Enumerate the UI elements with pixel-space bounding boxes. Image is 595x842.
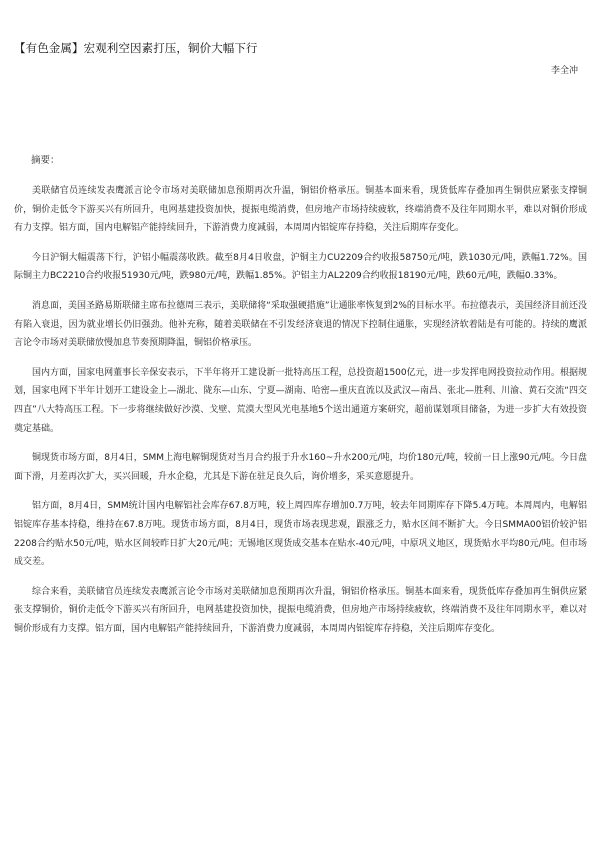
abstract-label: 摘要： bbox=[31, 155, 60, 166]
document-body bbox=[14, 182, 587, 649]
paragraph-copper-spot: 铜现货市场方面，8月4日，SMM上海电解铜现货对当月合约报于升水160~升水200元/吨，均价180元/吨，较前一日上涨90元/吨。今日盘面下滑，月差再次扩大，买兴回暖，升水企稳，尤其是下游在驻足良久后，询价增多，采买意愿提升。 bbox=[14, 453, 587, 482]
paragraph-conclusion: 综合来看，美联储官员连续发表鹰派言论令市场对美联储加息预期再次升温，铜铝价格承压。铜基本面来看，现货低库存叠加再生铜供应紧张支撑铜价，铜价走低令下游买兴有所回升，电网基建投资加快，提振电缆消费，但房地产市场持续疲软，终端消费不及往年同期水平，难以对铜价形成有力支撑。铝方面，国内电解铝产能持续回升，下游消费力度减弱，本周周内铝锭库存持稳，关注后期库存变化。 bbox=[14, 586, 587, 634]
paragraph-news: 消息面，美国圣路易斯联储主席布拉德周三表示，美联储将“采取强硬措施”让通胀率恢复到2%的目标水平。布拉德表示，美国经济目前还没有陷入衰退，因为就业增长仍旧强劲。他补充称，随着美联储在不引发经济衰退的情况下控制住通胀，实现经济软着陆是有可能的。持续的鹰派言论令市场对美联储放慢加息节奏预期降温，铜铝价格承压。 bbox=[14, 300, 587, 349]
author-name: 李全冲 bbox=[550, 66, 578, 76]
document-title: 【有色金属】宏观利空因素打压，铜价大幅下行 bbox=[14, 41, 258, 55]
paragraph-aluminum: 铝方面，8月4日，SMM统计国内电解铝社会库存67.8万吨，较上周四库存增加0.7万吨，较去年同期库存下降5.4万吨。本周周内，电解铝铝锭库存基本持稳，维持在67.8万吨。现货市场方面，8月4日，现货市场表现悲观，跟涨乏力，贴水区间不断扩大。今日SMMA00铝价较沪铝2208合约贴水50元/吨，贴水区间较昨日扩大20元/吨；无锡地区现货成交基本在贴水-40元/吨，中原巩义地区，现货贴水平均80元/吨。但市场成交差。 bbox=[14, 501, 587, 568]
paragraph-domestic: 国内方面，国家电网董事长辛保安表示，下半年将开工建设新一批特高压工程，总投资超1500亿元，进一步发挥电网投资拉动作用。根据规划，国家电网下半年计划开工建设金上—湖北、陇东—山东、宁夏—湖南、哈密—重庆直流以及武汉—南昌、张北—胜利、川渝、黄石交流“四交四直”八大特高压工程。下一步将继续做好沙漠、戈壁、荒漠大型风光电基地5个送出通道方案研究，超前谋划项目储备，为进一步扩大有效投资奠定基础。 bbox=[14, 367, 587, 434]
paragraph-market-close: 今日沪铜大幅震荡下行，沪铝小幅震荡收跌。截至8月4日收盘，沪铜主力CU2209合约收报58750元/吨，跌1030元/吨，跌幅1.72%。国际铜主力BC2210合约收报51930元/吨，跌980元/吨，跌幅1.85%。沪铝主力AL2209合约收报18190元/吨，跌60元/吨，跌幅0.33%。 bbox=[14, 252, 587, 282]
paragraph-summary: 美联储官员连续发表鹰派言论令市场对美联储加息预期再次升温，铜铝价格承压。铜基本面来看，现货低库存叠加再生铜供应紧张支撑铜价，铜价走低令下游买兴有所回升，电网基建投资加快，提振电缆消费，但房地产市场持续疲软，终端消费不及往年同期水平，难以对铜价形成有力支撑。铝方面，国内电解铝产能持续回升，下游消费力度减弱，本周周内铝锭库存持稳，关注后期库存变化。 bbox=[14, 186, 587, 234]
